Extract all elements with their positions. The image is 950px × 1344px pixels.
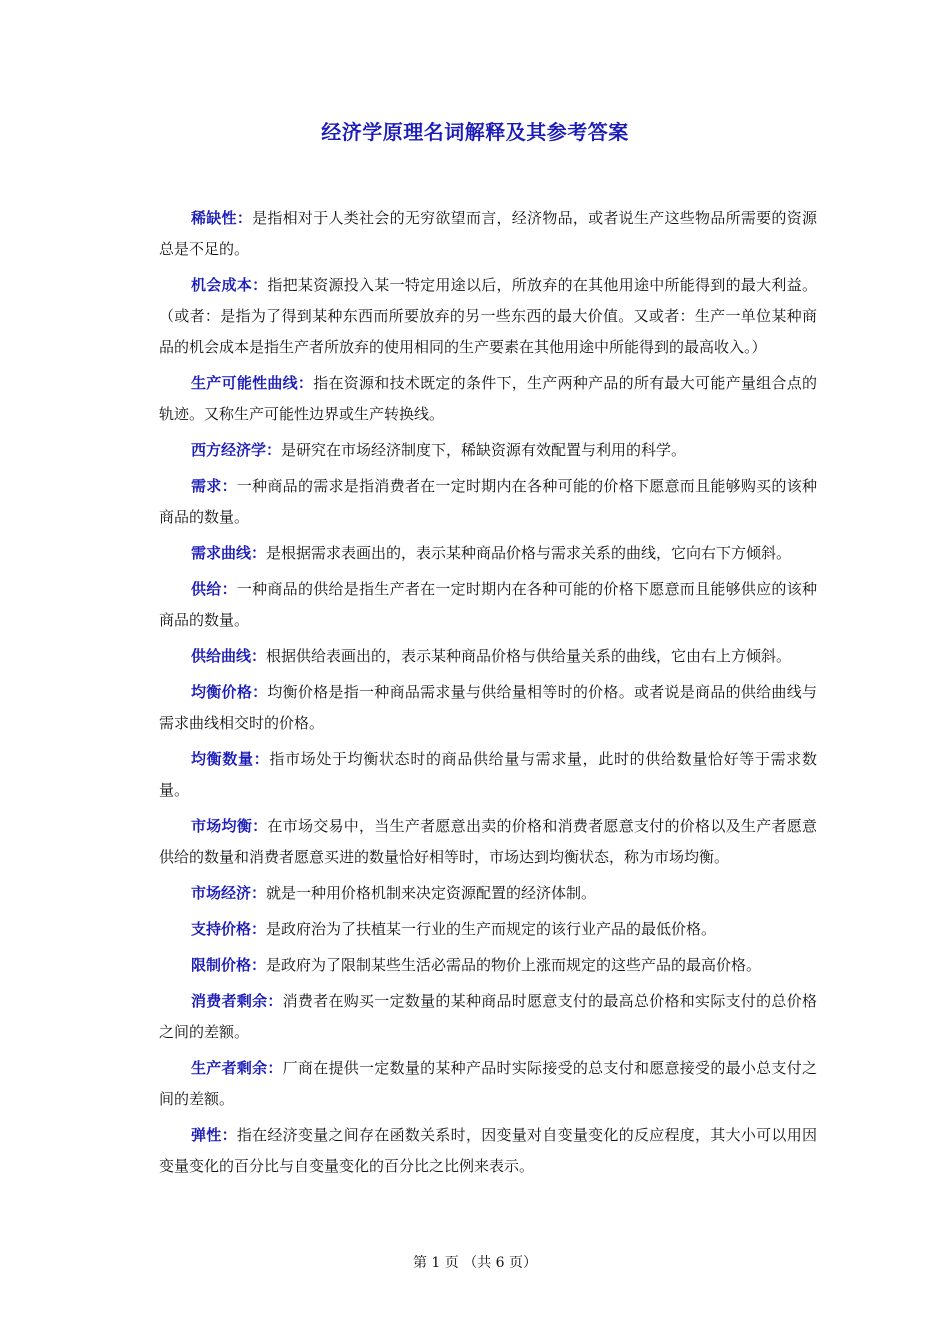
- entry-term: 限制价格: [191, 956, 252, 974]
- entry-term: 消费者剩余: [191, 992, 268, 1010]
- entry-separator: ：: [251, 920, 267, 938]
- entry-term: 西方经济学: [191, 441, 267, 459]
- entry-separator: ：: [236, 209, 253, 227]
- entry-term: 均衡数量: [191, 750, 254, 768]
- entry-separator: ：: [251, 884, 267, 902]
- entry-separator: ：: [252, 276, 268, 294]
- entry-separator: ：: [253, 750, 270, 768]
- entry-separator: ：: [267, 1059, 283, 1077]
- entry-term: 市场均衡: [191, 817, 253, 835]
- entry-definition: 均衡价格是指一种商品需求量与供给量相等时的价格。或者说是商品的供给曲线与需求曲线相交时的价格。: [159, 683, 817, 732]
- glossary-entry: [159, 677, 817, 739]
- entry-definition: 一种商品的供给是指生产者在一定时期内在各种可能的价格下愿意而且能够供应的该种商品的数量。: [159, 580, 817, 629]
- entry-separator: ：: [251, 647, 267, 665]
- glossary-entry: [159, 744, 817, 806]
- entry-term: 供给: [191, 580, 222, 598]
- entry-separator: ：: [221, 1126, 237, 1144]
- entry-definition: 指在经济变量之间存在函数关系时，因变量对自变量变化的反应程度，其大小可以用因变量变化的百分比与自变量变化的百分比之比例来表示。: [159, 1126, 817, 1175]
- glossary-list: [159, 203, 817, 1187]
- entry-definition: 一种商品的需求是指消费者在一定时期内在各种可能的价格下愿意而且能够购买的该种商品的数量。: [159, 477, 817, 526]
- entry-term: 需求曲线: [191, 544, 252, 562]
- entry-definition: 是根据需求表画出的，表示某种商品价格与需求关系的曲线，它向右下方倾斜。: [266, 544, 792, 562]
- entry-term: 生产者剩余: [191, 1059, 268, 1077]
- entry-term: 供给曲线: [191, 647, 252, 665]
- entry-separator: ：: [266, 441, 282, 459]
- entry-term: 支持价格: [191, 920, 252, 938]
- entry-separator: ：: [221, 477, 237, 495]
- glossary-entry: [159, 811, 817, 873]
- entry-separator: ：: [267, 992, 283, 1010]
- glossary-entry: [159, 203, 817, 265]
- entry-definition: 根据供给表画出的，表示某种商品价格与供给量关系的曲线，它由右上方倾斜。: [266, 647, 792, 665]
- entry-definition: 是政府治为了扶植某一行业的生产而规定的该行业产品的最低价格。: [266, 920, 717, 938]
- entry-definition: 指在资源和技术既定的条件下，生产两种产品的所有最大可能产量组合点的轨迹。又称生产可能性边界或生产转换线。: [159, 374, 817, 423]
- entry-definition: 厂商在提供一定数量的某种产品时实际接受的总支付和愿意接受的最小总支付之间的差额。: [159, 1059, 817, 1108]
- entry-term: 弹性: [191, 1126, 222, 1144]
- entry-definition: 指市场处于均衡状态时的商品供给量与需求量，此时的供给数量恰好等于需求数量。: [159, 750, 817, 799]
- glossary-entry: [159, 368, 817, 430]
- entry-definition: 是政府为了限制某些生活必需品的物价上涨而规定的这些产品的最高价格。: [266, 956, 762, 974]
- entry-definition: 指把某资源投入某一特定用途以后，所放弃的在其他用途中所能得到的最大利益。（或者：是指为了得到某种东西而所要放弃的另一些东西的最大价值。又或者：生产一单位某种商品的机会成本是指生产者所放弃的使用相同的生产要素在其他用途中所能得到的最高收入。）: [159, 276, 817, 356]
- entry-separator: ：: [251, 956, 267, 974]
- entry-term: 生产可能性曲线: [191, 374, 298, 392]
- page-title: 经济学原理名词解释及其参考答案: [321, 120, 629, 144]
- glossary-entry: [159, 471, 817, 533]
- entry-term: 均衡价格: [191, 683, 253, 701]
- entry-term: 稀缺性: [191, 209, 237, 227]
- entry-definition: 消费者在购买一定数量的某种商品时愿意支付的最高总价格和实际支付的总价格之间的差额。: [159, 992, 817, 1041]
- entry-separator: ：: [251, 544, 267, 562]
- glossary-entry: [159, 914, 817, 945]
- entry-separator: ：: [252, 817, 268, 835]
- glossary-entry: [159, 986, 817, 1048]
- glossary-entry: [159, 1120, 817, 1182]
- entry-separator: ：: [221, 580, 237, 598]
- glossary-entry: [159, 574, 817, 636]
- entry-term: 市场经济: [191, 884, 252, 902]
- glossary-entry: [159, 270, 817, 363]
- entry-separator: ：: [252, 683, 268, 701]
- entry-separator: ：: [297, 374, 314, 392]
- entry-definition: 是指相对于人类社会的无穷欲望而言，经济物品，或者说生产这些物品所需要的资源总是不足的。: [159, 209, 817, 258]
- glossary-entry: [159, 435, 817, 466]
- entry-term: 需求: [191, 477, 222, 495]
- glossary-entry: [159, 1053, 817, 1115]
- entry-term: 机会成本: [191, 276, 253, 294]
- glossary-entry: [159, 538, 817, 569]
- glossary-entry: [159, 878, 817, 909]
- glossary-entry: [159, 641, 817, 672]
- page-footer: 第 1 页 （共 6 页）: [412, 1255, 538, 1271]
- entry-definition: 就是一种用价格机制来决定资源配置的经济体制。: [266, 884, 597, 902]
- glossary-entry: [159, 950, 817, 981]
- entry-definition: 是研究在市场经济制度下，稀缺资源有效配置与利用的科学。: [281, 441, 687, 459]
- entry-definition: 在市场交易中，当生产者愿意出卖的价格和消费者愿意支付的价格以及生产者愿意供给的数量和消费者愿意买进的数量恰好相等时，市场达到均衡状态，称为市场均衡。: [159, 817, 817, 866]
